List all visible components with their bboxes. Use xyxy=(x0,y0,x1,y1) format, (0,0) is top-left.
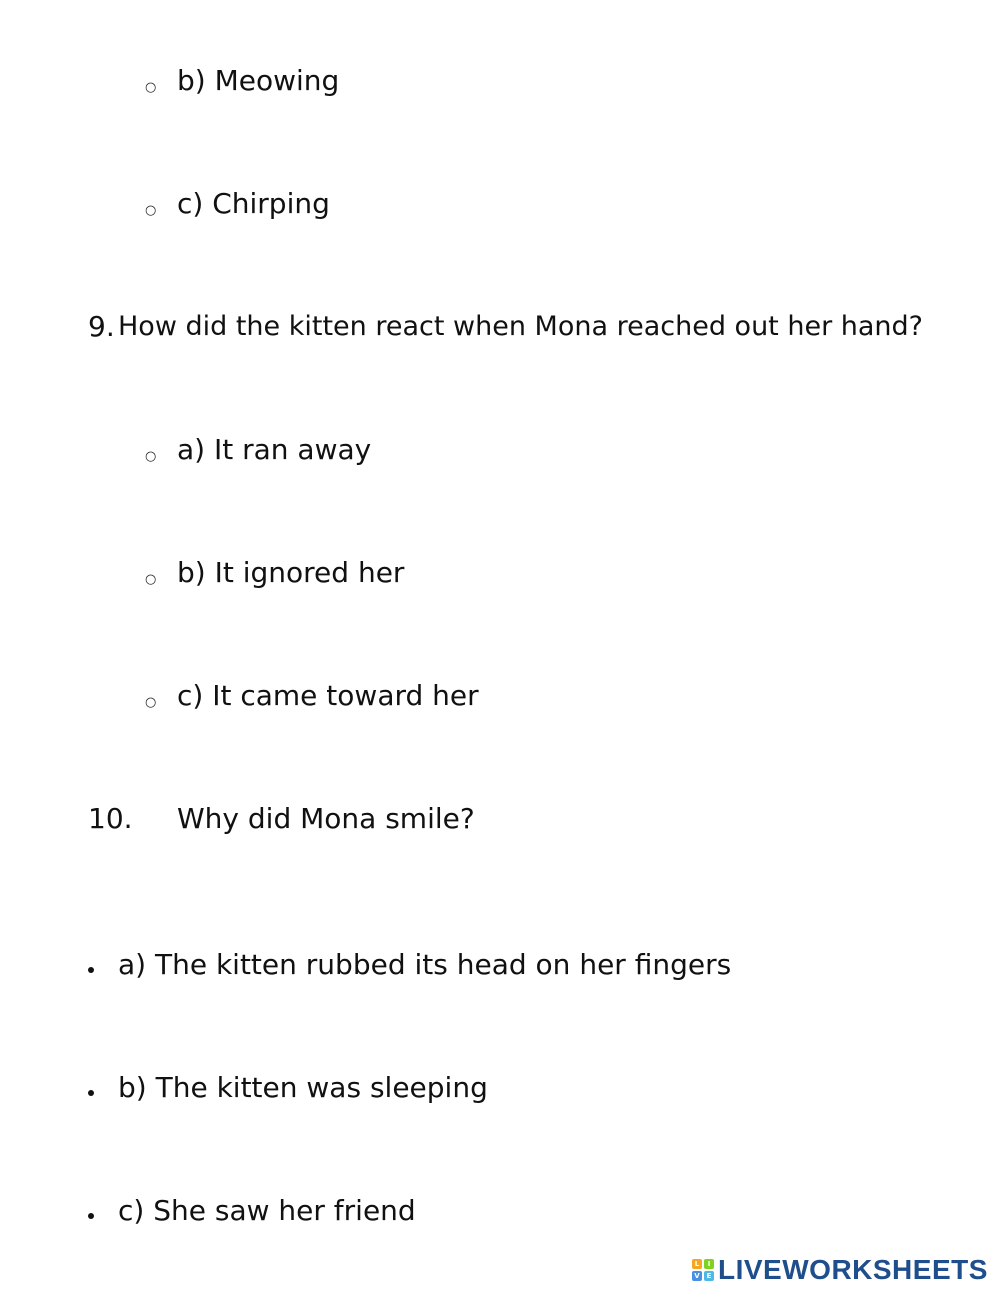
hollow-bullet-icon: ○ xyxy=(145,80,157,95)
q9-option-a: a) It ran away xyxy=(177,433,372,466)
logo-block-l: L xyxy=(692,1259,702,1269)
q9-option-c: c) It came toward her xyxy=(177,679,479,712)
bullet-dot-icon xyxy=(88,1213,94,1219)
q10-option-a: a) The kitten rubbed its head on her fingers xyxy=(118,948,732,981)
q8-option-b: b) Meowing xyxy=(177,64,340,97)
liveworksheets-logo xyxy=(692,1253,988,1287)
q9-text: How did the kitten react when Mona reached out her hand? xyxy=(118,311,923,342)
logo-block-e: E xyxy=(704,1271,714,1281)
hollow-bullet-icon: ○ xyxy=(145,695,157,710)
hollow-bullet-icon: ○ xyxy=(145,449,157,464)
q10-option-b: b) The kitten was sleeping xyxy=(118,1071,488,1104)
q10-text: Why did Mona smile? xyxy=(177,802,475,835)
bullet-dot-icon xyxy=(88,1090,94,1096)
hollow-bullet-icon: ○ xyxy=(145,203,157,218)
hollow-bullet-icon: ○ xyxy=(145,572,157,587)
logo-text: LIVEWORKSHEETS xyxy=(718,1254,988,1285)
bullet-dot-icon xyxy=(88,967,94,973)
q10-number: 10. xyxy=(88,802,133,835)
logo-block-i: I xyxy=(704,1259,714,1269)
logo-blocks-icon xyxy=(692,1259,714,1281)
q8-option-c: c) Chirping xyxy=(177,187,330,220)
q9-number: 9. xyxy=(88,310,115,343)
q9-option-b: b) It ignored her xyxy=(177,556,405,589)
logo-block-v: V xyxy=(692,1271,702,1281)
q10-option-c: c) She saw her friend xyxy=(118,1194,416,1227)
